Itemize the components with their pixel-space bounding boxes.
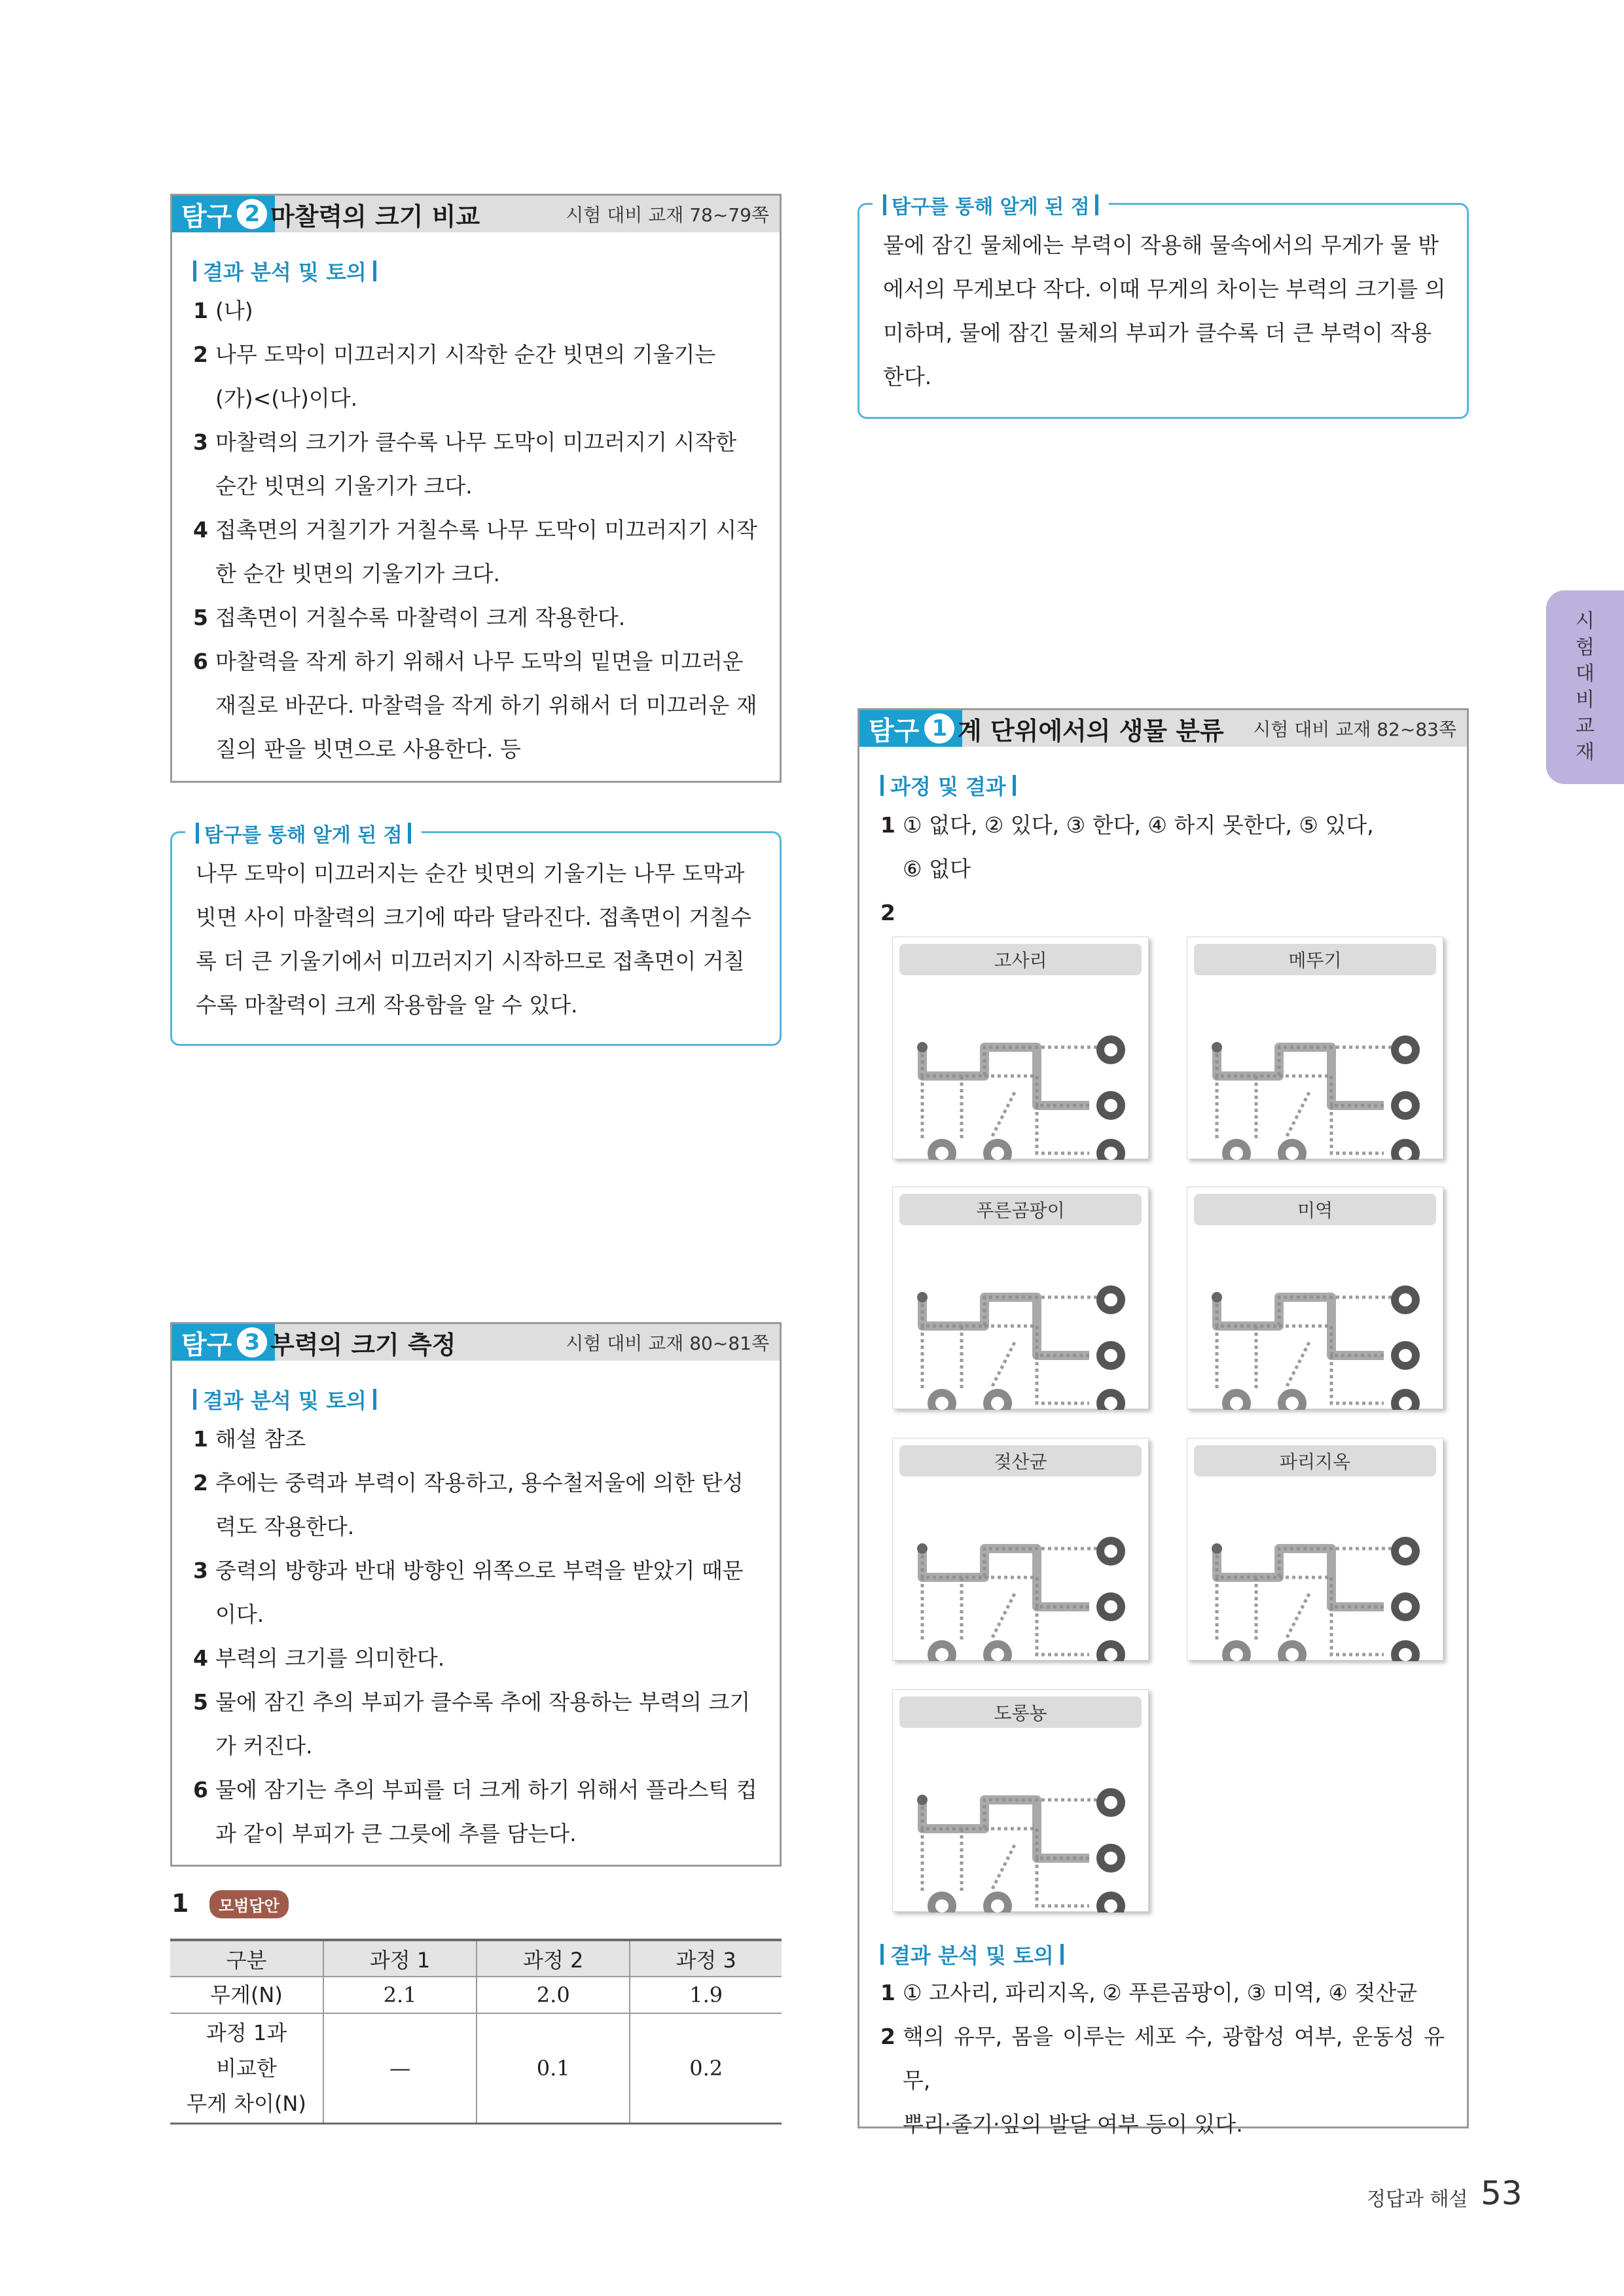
box-reference: 시험 대비 교재 78~79쪽: [566, 204, 769, 226]
box-title: 마찰력의 크기 비교: [270, 202, 480, 231]
leaf-icon-inner: [991, 1648, 1004, 1661]
list-item-continued: 질의 판을 빗면으로 사용한다. 등: [215, 736, 521, 762]
note-line: 에서의 무게보다 작다. 이때 무게의 차이는 부력의 크기를 의: [883, 276, 1446, 302]
tag-number: 3: [237, 1327, 267, 1357]
results-table: [170, 1939, 782, 2125]
start-dot: [1212, 1543, 1222, 1554]
tag-label: 탐구: [181, 201, 232, 232]
note-line: 미하며, 물에 잠긴 물체의 부피가 클수록 더 큰 부력이 작용: [883, 320, 1432, 346]
start-dot: [917, 1543, 928, 1554]
list-item-continued: 한 순간 빗면의 기울기가 크다.: [215, 561, 500, 586]
start-dot: [917, 1042, 928, 1052]
flower-icon-inner: [935, 1899, 948, 1912]
list-item: 5 물에 잠긴 추의 부피가 클수록 추에 작용하는 부력의 크기: [193, 1689, 751, 1715]
mushroom-icon-inner: [1104, 1043, 1117, 1056]
classification-panel: [892, 1689, 1149, 1912]
note-line: 수록 마찰력이 크게 작용함을 알 수 있다.: [196, 992, 578, 1018]
box-reference: 시험 대비 교재 80~81쪽: [566, 1333, 769, 1354]
table-cell: 0.1: [477, 2013, 630, 2123]
list-item-continued: 력도 작용한다.: [215, 1514, 355, 1539]
fish-icon-inner: [1104, 1852, 1117, 1865]
list-item: 1 ① 고사리, 파리지옥, ② 푸른곰팡이, ③ 미역, ④ 젖산균: [880, 1980, 1418, 2005]
table-cell: 2.0: [477, 1977, 630, 2013]
list-item: 4 부력의 크기를 의미한다.: [193, 1645, 445, 1671]
mushroom-icon-inner: [1399, 1293, 1412, 1306]
panel-label: 메뚜기: [1194, 944, 1436, 975]
fish-icon-inner: [1399, 1099, 1412, 1112]
classification-panel: [1187, 1187, 1443, 1409]
table-cell: 0.2: [630, 2013, 782, 2123]
flower-icon-inner: [1230, 1147, 1243, 1160]
tag-label: 탐구: [869, 715, 920, 746]
footer-label: 정답과 해설: [1367, 2188, 1468, 2211]
classification-flowchart: [893, 1731, 1149, 1912]
panel-label: 미역: [1194, 1194, 1436, 1225]
note-body: [196, 852, 759, 1027]
panel-label: 푸른곰팡이: [899, 1194, 1142, 1225]
fish-icon-inner: [1399, 1600, 1412, 1613]
learned-note-buoyancy: [857, 196, 1469, 419]
flower-icon-inner: [935, 1648, 948, 1661]
list-item: 4 접촉면의 거칠기가 거칠수록 나무 도막이 미끄러지기 시작: [193, 517, 758, 543]
discussion-list: [880, 1971, 1445, 2146]
list-item-continued: ⑥ 없다: [903, 856, 971, 882]
mushroom-icon-inner: [1104, 1545, 1117, 1558]
note-line: 물에 잠긴 물체에는 부력이 작용해 물속에서의 무게가 물 밖: [883, 232, 1439, 258]
classification-flowchart: [893, 1479, 1149, 1661]
list-item-continued: (가)<(나)이다.: [215, 386, 358, 411]
leaf-icon-inner: [991, 1147, 1004, 1160]
classification-panel: [892, 937, 1149, 1159]
table-header: 구분: [170, 1940, 323, 1977]
list-item: 1 ① 없다, ② 있다, ③ 한다, ④ 하지 못한다, ⑤ 있다,: [880, 812, 1374, 838]
table-header: 과정 1: [323, 1940, 477, 1977]
list-item: 3 마찰력의 크기가 클수록 나무 도막이 미끄러지기 시작한: [193, 429, 737, 455]
note-line: 나무 도막이 미끄러지는 순간 빗면의 기울기는 나무 도막과: [196, 861, 745, 886]
flower-icon-inner: [935, 1397, 948, 1410]
flower-icon-inner: [935, 1147, 948, 1160]
table-cell: 과정 1과 비교한 무게 차이(N): [170, 2013, 323, 2123]
list-item-continued: 가 커진다.: [215, 1733, 313, 1759]
tag-label: 탐구: [181, 1329, 232, 1360]
leaf-icon-inner: [991, 1899, 1004, 1912]
table-cell: —: [323, 2013, 477, 2123]
fish-icon-inner: [1399, 1349, 1412, 1362]
note-title: 탐구를 통해 알게 된 점: [873, 190, 1109, 219]
note-body: [883, 223, 1446, 399]
note-title: 탐구를 통해 알게 된 점: [185, 819, 422, 848]
classification-flowchart: [893, 978, 1149, 1160]
table-cell: 2.1: [323, 1977, 477, 2013]
start-dot: [1212, 1292, 1222, 1302]
table-header: 과정 3: [630, 1940, 782, 1977]
inquiry-tag: [172, 196, 275, 232]
flower-icon-inner: [1230, 1397, 1243, 1410]
box-reference: 시험 대비 교재 82~83쪽: [1253, 719, 1456, 740]
note-line: 록 더 큰 기울기에서 미끄러지기 시작하므로 접촉면이 거칠: [196, 948, 745, 974]
inquiry-tag: [172, 1324, 275, 1361]
leaf-icon-inner: [991, 1397, 1004, 1410]
list-item: 2: [880, 900, 895, 925]
table-cell: 무게(N): [170, 1977, 323, 2013]
table-header-row: [170, 1940, 782, 1977]
list-item: 6 물에 잠기는 추의 부피를 더 크게 하기 위해서 플라스틱 컵: [193, 1777, 757, 1803]
fish-icon-inner: [1104, 1349, 1117, 1362]
list-item-continued: 뿌리·줄기·잎의 발달 여부 등이 있다.: [903, 2111, 1243, 2137]
table-row: [170, 1977, 782, 2013]
inquiry-box-friction: [170, 194, 782, 783]
start-dot: [917, 1292, 928, 1302]
panel-label: 파리지옥: [1194, 1445, 1436, 1477]
note-line: 한다.: [883, 364, 932, 389]
side-tab[interactable]: 시 험 대 비 교 재: [1546, 590, 1624, 784]
list-item-continued: 순간 빗면의 기울기가 크다.: [215, 473, 473, 499]
tag-number: 1: [924, 713, 954, 744]
result-list: [193, 289, 757, 771]
globe-icon-inner: [1104, 1147, 1117, 1160]
panel-label: 젖산균: [899, 1445, 1142, 1477]
globe-icon-inner: [1399, 1147, 1412, 1160]
list-item: 5 접촉면이 거칠수록 마찰력이 크게 작용한다.: [193, 605, 626, 630]
section-heading: 결과 분석 및 토의: [193, 1384, 383, 1414]
fish-icon-inner: [1104, 1600, 1117, 1613]
section-heading: 과정 및 결과: [880, 770, 1022, 800]
leaf-icon-inner: [1286, 1397, 1299, 1410]
list-item: 1 해설 참조: [193, 1426, 306, 1452]
section-heading: 결과 분석 및 토의: [193, 256, 383, 286]
result-list: [193, 1417, 757, 1856]
mushroom-icon-inner: [1104, 1796, 1117, 1809]
classification-flowchart: [1187, 1479, 1444, 1661]
leaf-icon-inner: [1286, 1648, 1299, 1661]
list-item-continued: 과 같이 부피가 큰 그릇에 추를 담는다.: [215, 1821, 577, 1846]
list-item: 2 나무 도막이 미끄러지기 시작한 순간 빗면의 기울기는: [193, 342, 716, 367]
classification-panel: [892, 1438, 1149, 1660]
inquiry-box-classification: [857, 708, 1469, 2137]
list-item: 3 중력의 방향과 반대 방향인 위쪽으로 부력을 받았기 때문: [193, 1558, 744, 1583]
tag-number: 2: [237, 199, 267, 229]
inquiry-box-buoyancy: [170, 1322, 782, 1867]
section-heading: 결과 분석 및 토의: [880, 1939, 1070, 1969]
globe-icon-inner: [1104, 1648, 1117, 1661]
globe-icon-inner: [1104, 1397, 1117, 1410]
start-dot: [917, 1795, 928, 1805]
table-row: [170, 2013, 782, 2123]
list-item-continued: 재질로 바꾼다. 마찰력을 작게 하기 위해서 더 미끄러운 재: [215, 692, 757, 718]
globe-icon-inner: [1399, 1397, 1412, 1410]
panel-label: 고사리: [899, 944, 1142, 975]
mushroom-icon-inner: [1104, 1293, 1117, 1306]
classification-panel: [892, 1187, 1149, 1409]
start-dot: [1212, 1042, 1222, 1052]
mushroom-icon-inner: [1399, 1043, 1412, 1056]
list-item: 2 핵의 유무, 몸을 이루는 세포 수, 광합성 여부, 운동성 유무,: [880, 2024, 1445, 2093]
leaf-icon-inner: [1286, 1147, 1299, 1160]
fish-icon-inner: [1104, 1099, 1117, 1112]
answer-number: 1: [171, 1889, 189, 1918]
box-title: 부력의 크기 측정: [270, 1330, 456, 1359]
box-title: 계 단위에서의 생물 분류: [958, 716, 1224, 745]
inquiry-tag: [859, 710, 962, 747]
table-header: 과정 2: [477, 1940, 630, 1977]
classification-panel: [1187, 1438, 1443, 1660]
panel-label: 도롱뇽: [899, 1696, 1142, 1728]
learned-note-friction: [170, 824, 782, 1046]
flower-icon-inner: [1230, 1648, 1243, 1661]
model-answer-badge: 모범답안: [209, 1890, 289, 1918]
table-cell: 1.9: [630, 1977, 782, 2013]
classification-flowchart: [893, 1228, 1149, 1410]
mushroom-icon-inner: [1399, 1545, 1412, 1558]
classification-flowchart: [1187, 1228, 1444, 1410]
list-item: 6 마찰력을 작게 하기 위해서 나무 도막의 밑면을 미끄러운: [193, 649, 744, 674]
process-list: [880, 803, 1445, 935]
list-item: 1 (나): [193, 298, 253, 323]
globe-icon-inner: [1399, 1648, 1412, 1661]
note-line: 빗면 사이 마찰력의 크기에 따라 달라진다. 접촉면이 거칠수: [196, 905, 751, 930]
list-item-continued: 이다.: [215, 1602, 264, 1627]
page-number: 53: [1481, 2174, 1523, 2212]
classification-flowchart: [1187, 978, 1444, 1160]
classification-panel: [1187, 937, 1443, 1159]
list-item: 2 추에는 중력과 부력이 작용하고, 용수철저울에 의한 탄성: [193, 1470, 744, 1496]
globe-icon-inner: [1104, 1899, 1117, 1912]
